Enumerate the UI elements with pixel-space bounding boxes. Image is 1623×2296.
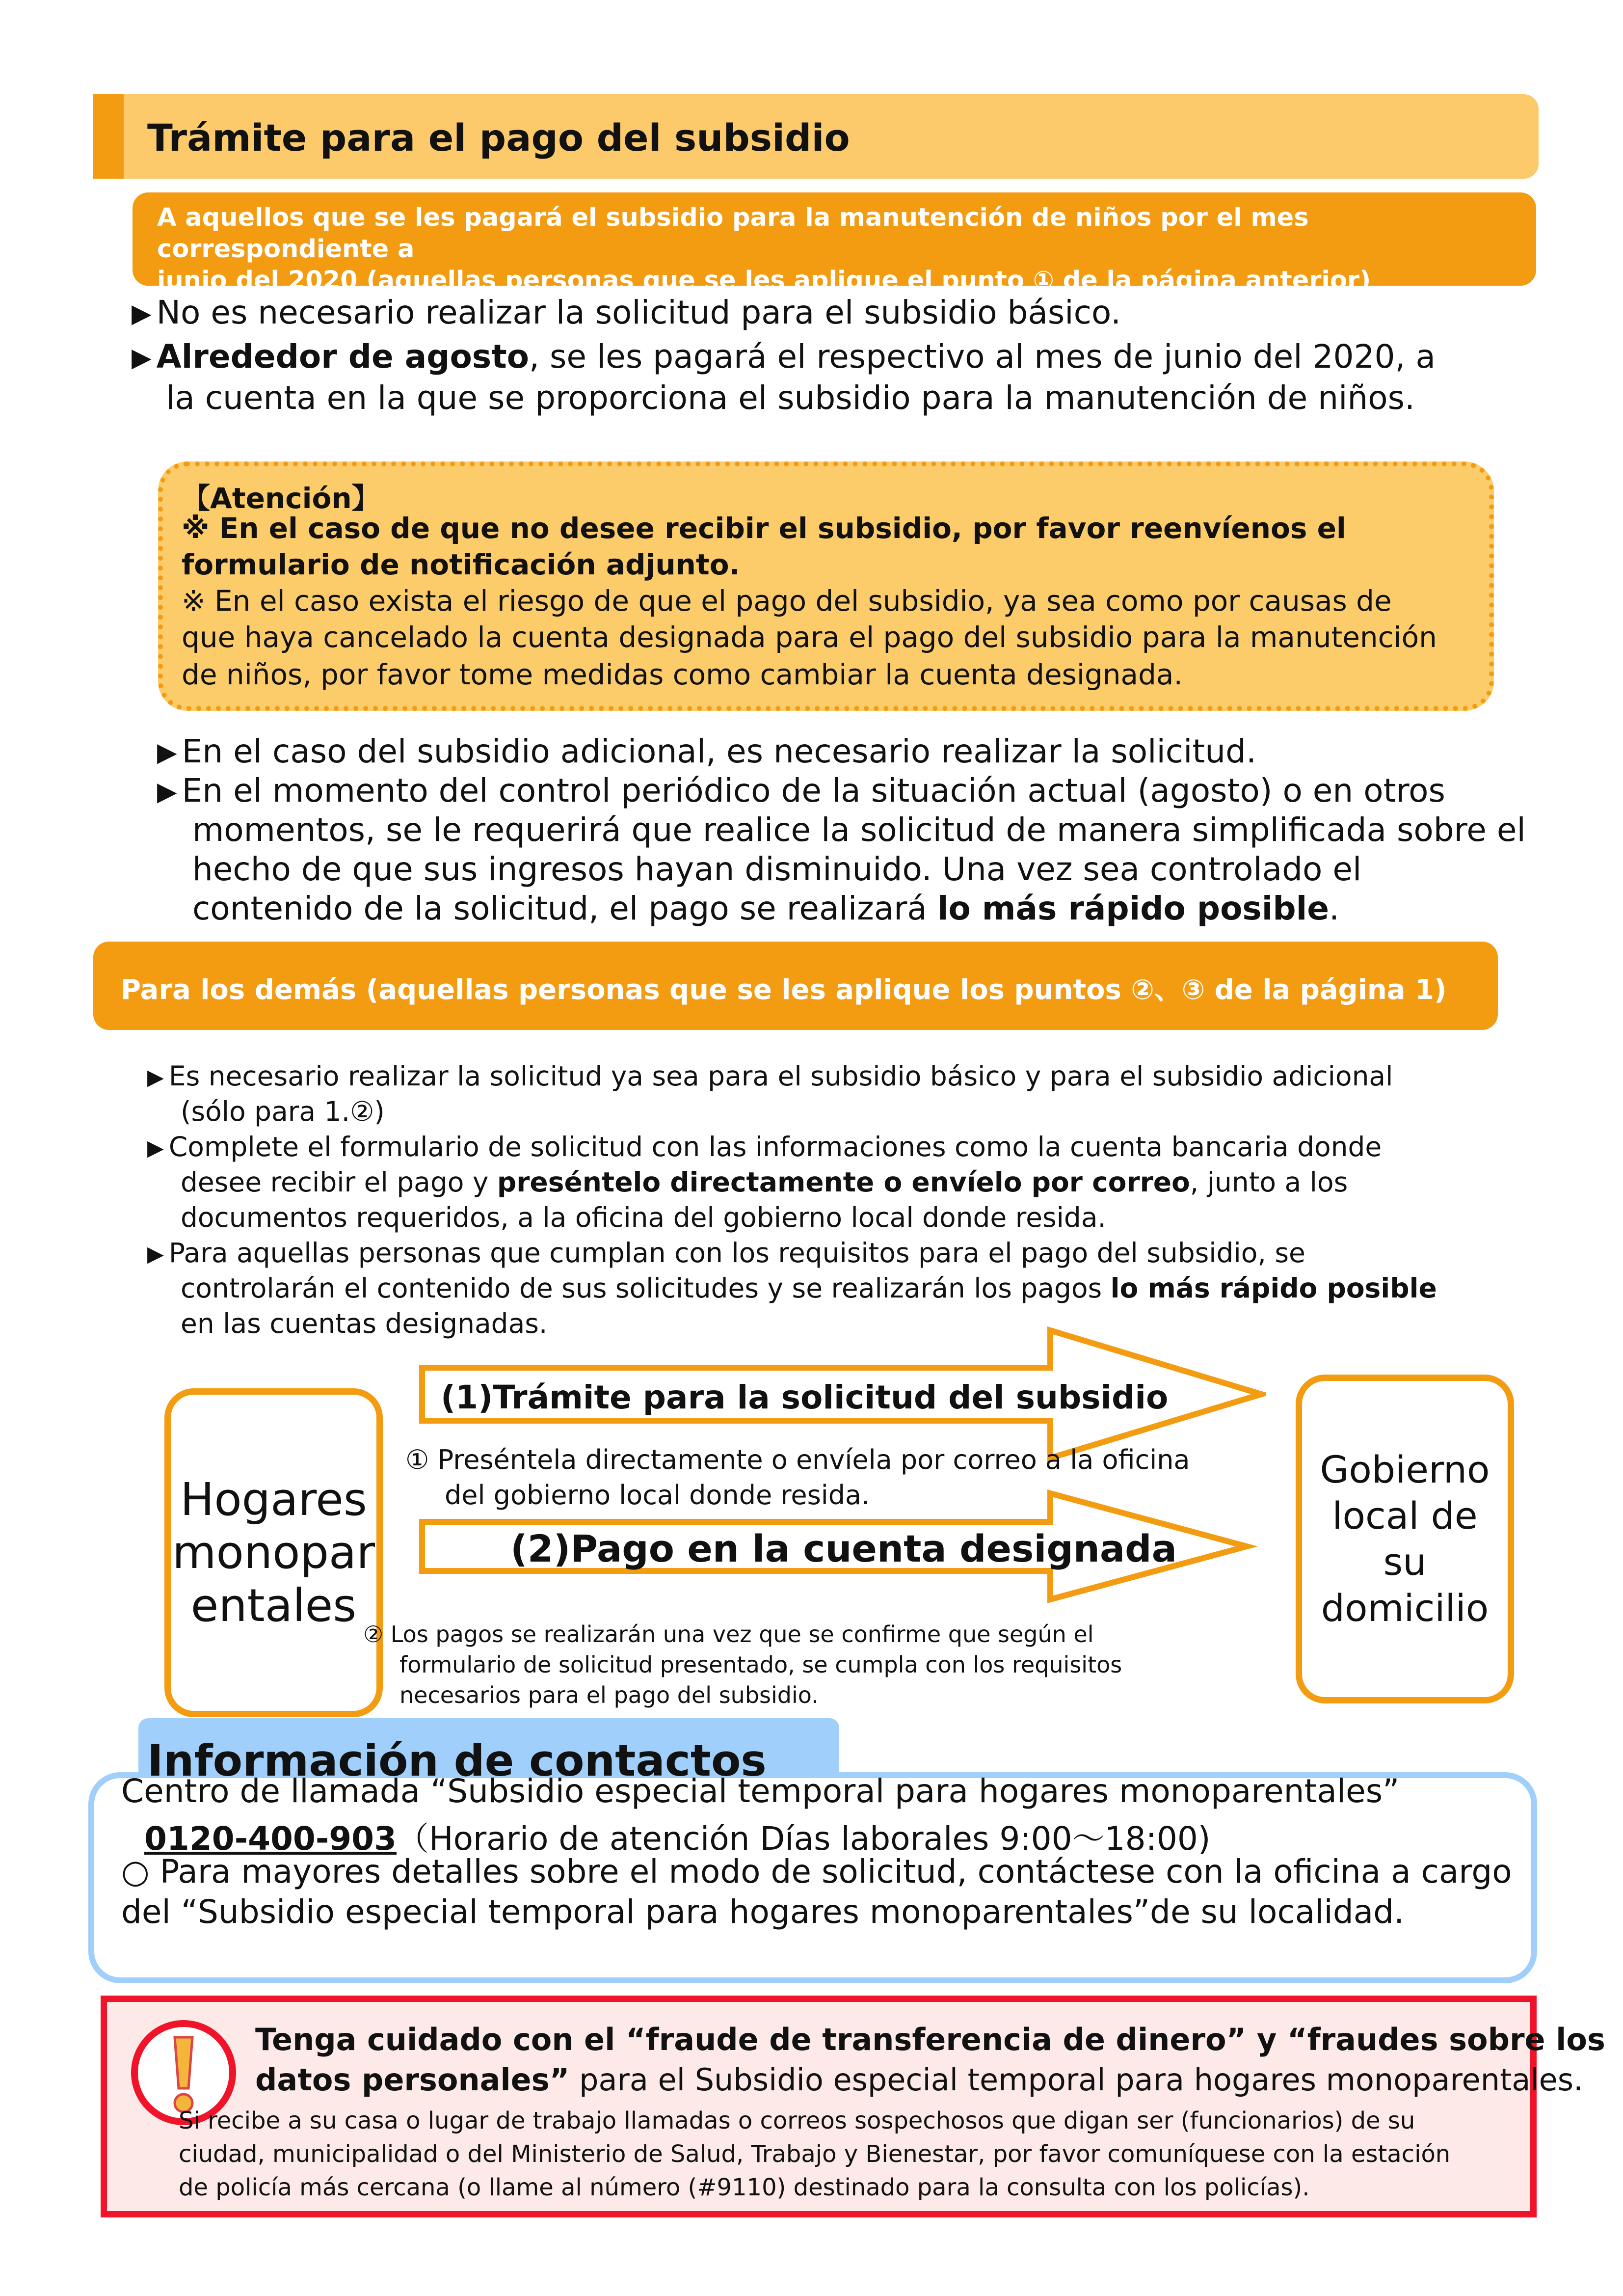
- contact-box: [88, 1772, 1537, 1983]
- triangle-bullet-icon: ▶: [147, 1064, 164, 1090]
- phone-number[interactable]: 0120-400-903: [144, 1820, 397, 1858]
- triangle-bullet-icon: ▶: [157, 737, 177, 768]
- banner1-line2: junio del 2020 (aquellas personas que se les aplique el punto ① de la página anterior): [157, 266, 1371, 295]
- contact-title: Información de contactos: [147, 1735, 767, 1786]
- triangle-bullet-icon: ▶: [157, 777, 177, 807]
- section2-bullet-2-l3: hecho de que sus ingresos hayan disminuido. Una vez sea controlado el: [192, 850, 1362, 888]
- section2-bullet-2-l4: contenido de la solicitud, el pago se realizará lo más rápido posible.: [192, 890, 1339, 927]
- section3-bullet-3-l3: en las cuentas designadas.: [181, 1308, 548, 1339]
- box-right-line: su: [1383, 1540, 1427, 1584]
- note2-line1: ② Los pagos se realizarán una vez que se confirme que según el: [363, 1621, 1094, 1648]
- banner2-text: Para los demás (aquellas personas que se les aplique los puntos ②、③ de la página 1): [121, 974, 1447, 1006]
- local-government-box: [1296, 1375, 1514, 1703]
- box-left-line: monopar: [172, 1526, 375, 1579]
- section3-bullet-1-l2: (sólo para 1.②): [181, 1096, 385, 1127]
- arrow2-label: (2)Pago en la cuenta designada: [510, 1527, 1177, 1570]
- box-right-line: Gobierno: [1320, 1448, 1490, 1491]
- fraud-warning-box: [101, 1996, 1605, 2217]
- contact-line-1: Centro de llamada “Subsidio especial temporal para hogares monoparentales”: [121, 1772, 1400, 1810]
- note1-line1: ① Preséntela directamente o envíela por correo a la oficina: [405, 1444, 1190, 1475]
- single-parent-households-box: [164, 1388, 383, 1717]
- attention-line-3: ※ En el caso exista el riesgo de que el pago del subsidio, ya sea como por causas de: [182, 584, 1392, 618]
- section1-bullet-2: ▶ Alrededor de agosto, se les pagará el respectivo al mes de junio del 2020, a: [132, 338, 1436, 376]
- warning-detail-1: Si recibe a su casa o lugar de trabajo llamadas o correos sospechosos que digan ser (funcionarios) de su: [179, 2107, 1415, 2134]
- section3-bullet-2-l2: desee recibir el pago y preséntelo directamente o envíelo por correo, junto a los: [181, 1166, 1348, 1198]
- section1-bullet-1: ▶ No es necesario realizar la solicitud para el subsidio básico.: [132, 294, 1121, 331]
- section2-bullet-2: ▶ En el momento del control periódico de la situación actual (agosto) o en otros: [157, 772, 1445, 810]
- banner-june-payment: [133, 192, 1536, 295]
- box-left-line: Hogares: [180, 1473, 367, 1526]
- warning-detail-3: de policía más cercana (o llame al número (#9110) destinado para la consulta con los policías).: [179, 2174, 1310, 2201]
- attention-line-4: que haya cancelado la cuenta designada para el pago del subsidio para la manutención: [182, 621, 1437, 654]
- banner1-line1: A aquellos que se les pagará el subsidio para la manutención de niños por el mes correspondiente a: [157, 203, 1309, 264]
- note2-line3: necesarios para el pago del subsidio.: [399, 1682, 819, 1708]
- contact-phone-line: 0120-400-903（Horario de atención Días laborales 9:00～18:00): [144, 1820, 1211, 1858]
- contact-line-4: del “Subsidio especial temporal para hogares monoparentales”de su localidad.: [121, 1893, 1405, 1931]
- section3-bullet-1: ▶ Es necesario realizar la solicitud ya sea para el subsidio básico y para el subsidio adicional: [147, 1060, 1393, 1092]
- warning-line-2: datos personales” para el Subsidio especial temporal para hogares monoparentales.: [255, 2062, 1583, 2098]
- box-right-line: domicilio: [1321, 1586, 1489, 1630]
- triangle-bullet-icon: ▶: [147, 1135, 164, 1161]
- arrow1-label: (1)Trámite para la solicitud del subsidio: [441, 1378, 1169, 1416]
- section3-bullet-3-l2: controlarán el contenido de sus solicitudes y se realizarán los pagos lo más rápido posible: [181, 1272, 1437, 1304]
- attention-line-5: de niños, por favor tome medidas como cambiar la cuenta designada.: [182, 658, 1183, 691]
- note2-line2: formulario de solicitud presentado, se cumpla con los requisitos: [399, 1651, 1122, 1678]
- contact-line-3: ○ Para mayores detalles sobre el modo de solicitud, contáctese con la oficina a cargo: [121, 1853, 1512, 1891]
- triangle-bullet-icon: ▶: [132, 298, 152, 329]
- warning-line-1: Tenga cuidado con el “fraude de transferencia de dinero” y “fraudes sobre los: [255, 2022, 1605, 2057]
- attention-line-2: formulario de notificación adjunto.: [182, 548, 740, 581]
- section1-bullet-2-cont: la cuenta en la que se proporciona el subsidio para la manutención de niños.: [166, 379, 1415, 417]
- triangle-bullet-icon: ▶: [147, 1241, 164, 1267]
- warning-detail-2: ciudad, municipalidad o del Ministerio de Salud, Trabajo y Bienestar, por favor comuníquese con la estación: [179, 2140, 1451, 2168]
- section2-bullet-2-l2: momentos, se le requerirá que realice la solicitud de manera simplificada sobre el: [192, 811, 1526, 849]
- box-left-line: entales: [190, 1579, 357, 1632]
- note1-line2: del gobierno local donde resida.: [445, 1480, 870, 1511]
- attention-line-1: ※ En el caso de que no desee recibir el subsidio, por favor reenvíenos el: [182, 512, 1346, 545]
- banner-others: [93, 942, 1498, 1030]
- title-accent-bar: [93, 94, 124, 179]
- section2-bullet-1: ▶ En el caso del subsidio adicional, es necesario realizar la solicitud.: [157, 732, 1256, 770]
- attention-box: [158, 461, 1494, 711]
- section3-bullet-2: ▶ Complete el formulario de solicitud con las informaciones como la cuenta bancaria donde: [147, 1131, 1382, 1162]
- section3-bullet-3: ▶ Para aquellas personas que cumplan con los requisitos para el pago del subsidio, se: [147, 1237, 1305, 1269]
- triangle-bullet-icon: ▶: [132, 343, 152, 373]
- section3-bullet-2-l3: documentos requeridos, a la oficina del gobierno local donde resida.: [181, 1202, 1107, 1233]
- page-title: Trámite para el pago del subsidio: [147, 116, 850, 160]
- box-right-line: local de: [1332, 1494, 1478, 1538]
- attention-heading: 【Atención】: [182, 482, 380, 515]
